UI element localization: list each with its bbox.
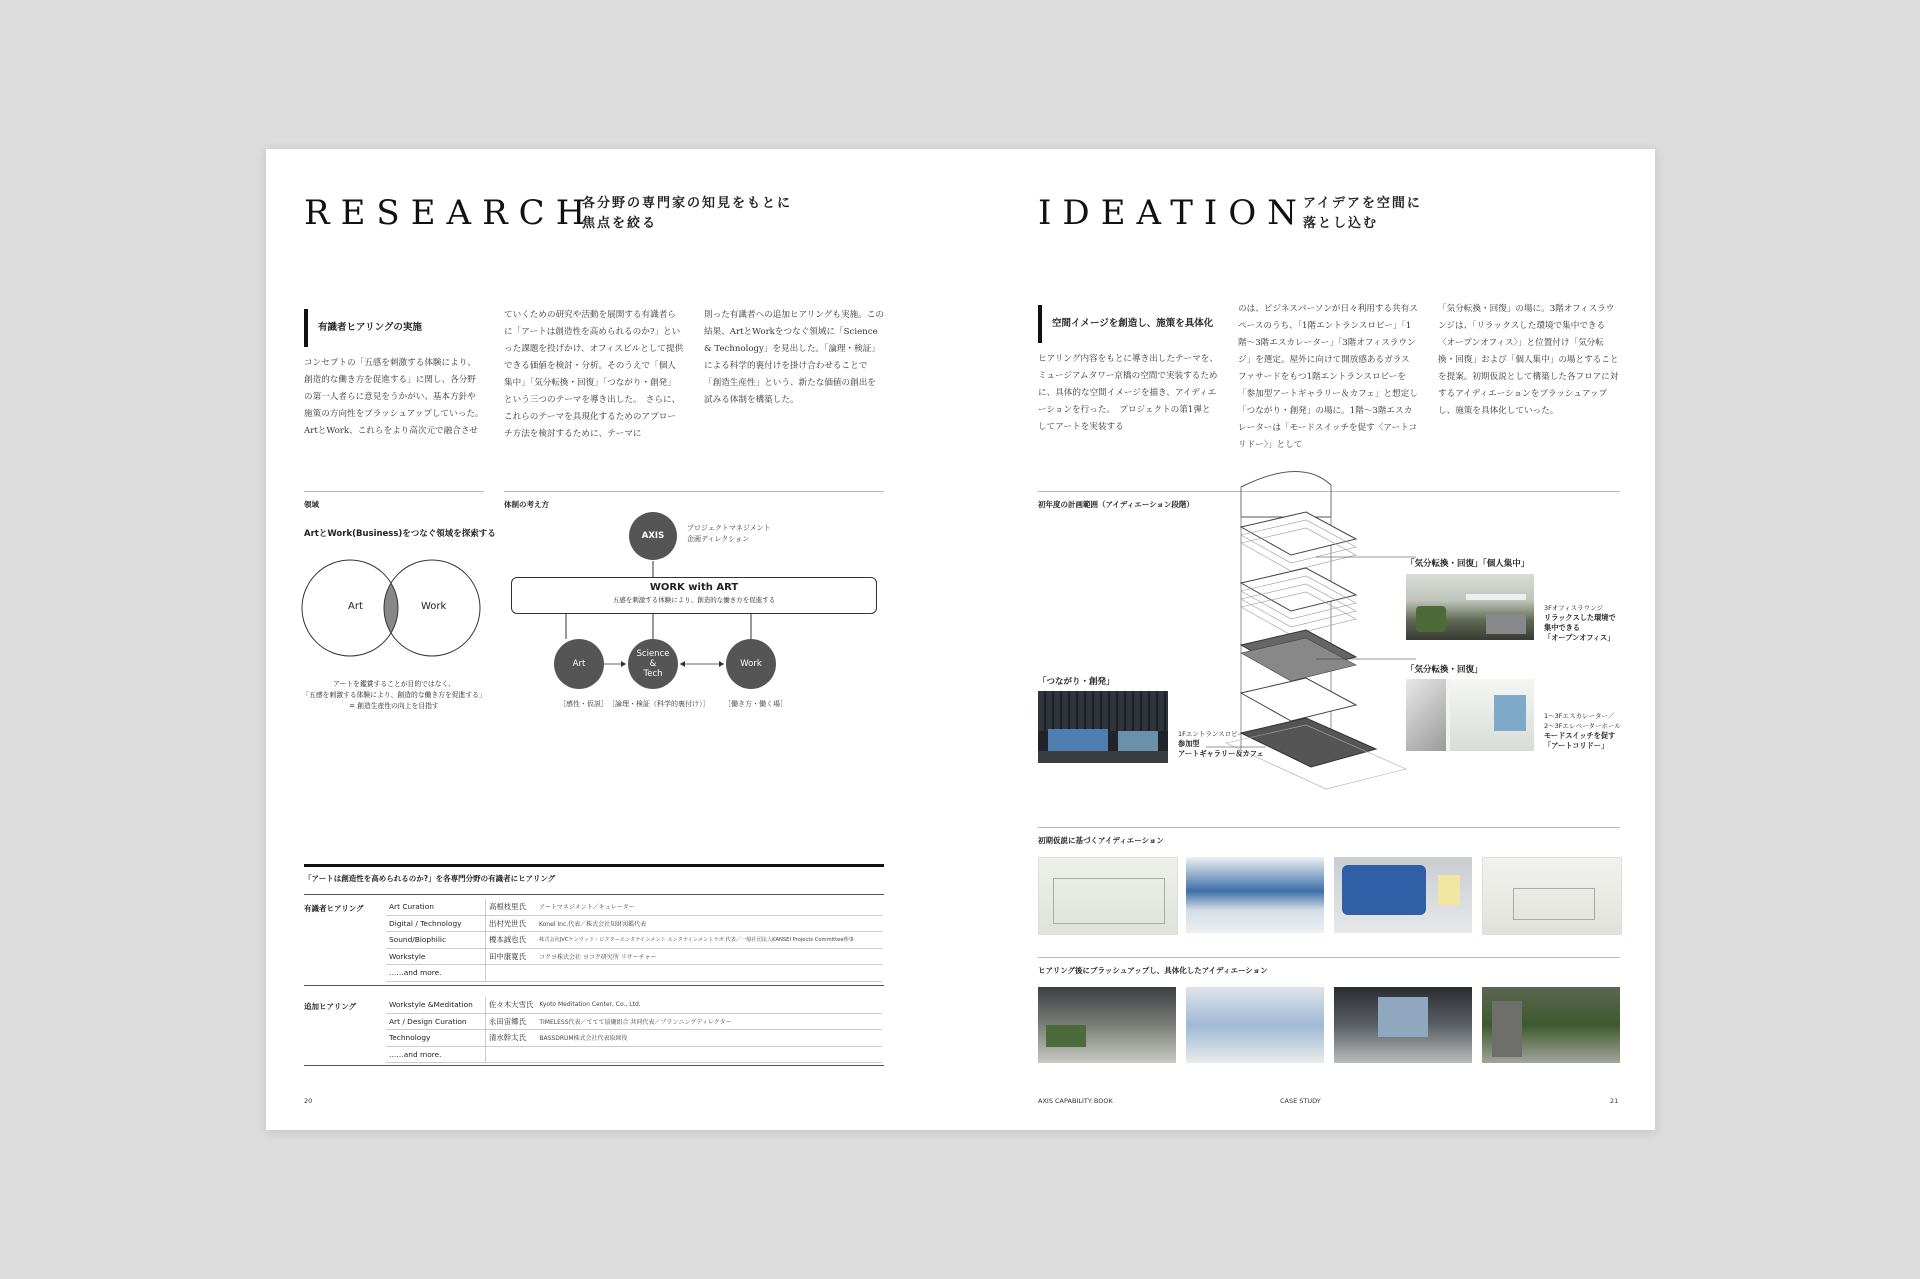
table-row <box>386 1046 882 1063</box>
ideation-subtitle-line2: 落とし込む <box>1303 216 1379 231</box>
research-subtitle <box>582 194 792 234</box>
callout-refresh-line2: 2〜3Fエレベーターホール <box>1544 722 1621 730</box>
entrance-lobby-photo <box>1038 691 1168 763</box>
hearing-table-2 <box>386 997 882 1063</box>
table-row <box>386 915 882 932</box>
venn-diagram <box>302 553 488 663</box>
research-body-col3: 則った有識者への追加ヒアリングも実施。この結果、ArtとWorkをつなぐ領域に「Science & Technology」を見出した。「論理・検証」による科学的裏付けを掛け合わせることで「創造生産性」という、新たな価値の創出を試みる体制を構築した。 <box>704 310 884 405</box>
hearing-org: Kyoto Meditation Center, Co., Ltd. <box>536 997 882 1013</box>
sketch-image-1 <box>1038 857 1178 935</box>
render-image-3 <box>1334 987 1472 1063</box>
callout-connect-line3: アートギャラリー＆カフェ <box>1178 749 1264 758</box>
work-with-art-sub: 五感を刺激する体験により、創造的な働き方を促進する <box>612 596 776 604</box>
hearing-name: 高根枝里氏 <box>486 899 537 915</box>
callout-connect-line1: 1Fエントランスロビー <box>1178 730 1244 738</box>
row1-rule <box>1038 827 1620 828</box>
domain-heading: ArtとWork(Business)をつなぐ領域を探索する <box>304 529 496 539</box>
art-corridor-photo <box>1406 679 1534 751</box>
callout-refresh-text <box>1544 711 1621 751</box>
open-office-photo <box>1406 574 1534 640</box>
axis-note-line2: 企画ディレクション <box>687 535 750 543</box>
hearing-name <box>486 1046 537 1063</box>
science-tech-node: Science & Tech <box>628 639 678 689</box>
structure-label: 体制の考え方 <box>504 500 549 509</box>
table-row <box>386 1013 882 1030</box>
ideation-body-col1: ヒアリング内容をもとに導き出したテーマを、ミュージアムタワー京橋の空間で実装するために、具体的な空間イメージを描き、アイディエーションを行った。 プロジェクトの第1弾としてアートを実装する <box>1038 354 1218 432</box>
ideation-body-col2: のは、ビジネスパーソンが日々利用する共有スペースのうち、「1階エントランスロビー」「1階〜3階エスカレーター」「3階オフィスラウンジ」を選定。屋外に向けて開放感あるガラスファサードをもつ1階エントランスロビーを「参加型アートギャラリー＆カフェ」と想定し「つながり・創発」の場に。1階〜3階エスカレーターは「モードスイッチを促す〈アートコリドー〉」として <box>1238 304 1418 450</box>
callout-focus-title: 「気分転換・回復」「個人集中」 <box>1406 559 1530 569</box>
research-subtitle-line1: 各分野の専門家の知見をもとに <box>582 196 793 211</box>
table-row <box>386 932 882 949</box>
table-row <box>386 997 882 1013</box>
callout-connect-line2: 参加型 <box>1178 739 1200 748</box>
hearing-name: 佐々木大雪氏 <box>486 997 537 1013</box>
hearing-field: Workstyle &Meditation <box>386 997 486 1013</box>
hearing-name: 清水幹太氏 <box>486 1030 537 1047</box>
ideation-subtitle <box>1303 194 1422 234</box>
venn-label-work: Work <box>421 601 447 612</box>
work-node: Work <box>726 639 776 689</box>
structure-rule <box>504 491 884 492</box>
footer-book-title: AXIS CAPABILITY BOOK <box>1038 1097 1113 1105</box>
callout-refresh-line1: 1〜3Fエスカレーター／ <box>1544 712 1615 720</box>
hearing-field: Art / Design Curation <box>386 1013 486 1030</box>
magazine-spread <box>266 149 1655 1130</box>
research-body-col1: コンセプトの「五感を刺激する体験により、創造的な働き方を促進する」に関し、各分野の第一人者らに意見をうかがい、基本方針や施策の方向性をブラッシュアップしていった。 ArtとWork、これらをより高次元で融合させ <box>304 358 488 436</box>
callout-connect-text <box>1178 729 1264 759</box>
venn-note-line1: アートを鑑賞することが目的ではなく、 <box>332 680 455 688</box>
sketch-image-4 <box>1482 857 1622 935</box>
domain-rule <box>304 491 484 492</box>
table-row <box>386 1030 882 1047</box>
hearing-rule-3 <box>304 985 884 986</box>
callout-refresh-title: 「気分転換・回復」 <box>1406 665 1483 675</box>
ideation-section-head: 空間イメージを創造し、施策を具体化 <box>1038 305 1213 343</box>
venn-note-line2: 「五感を刺激する体験により、創造的な働き方を促進する」 <box>302 691 486 699</box>
left-page-number: 20 <box>304 1097 313 1105</box>
art-node: Art <box>554 639 604 689</box>
callout-connect-title: 「つながり・創発」 <box>1038 677 1115 687</box>
work-with-art-title: WORK with ART <box>649 582 739 593</box>
hearing-field: Workstyle <box>386 948 486 965</box>
render-image-1 <box>1038 987 1176 1063</box>
work-with-art-box <box>511 577 877 614</box>
hearing-org: TIMELESS代表／ててて協働組合 共同代表／プランニングディレクター <box>536 1013 882 1030</box>
hearing-field: Technology <box>386 1030 486 1047</box>
hearing-table-1 <box>386 899 882 982</box>
callout-focus-text <box>1544 603 1616 643</box>
hearing-org <box>536 965 882 982</box>
hearing-org: アートマネジメント／キュレーター <box>536 899 882 915</box>
hearing-name: 田中康寛氏 <box>486 948 537 965</box>
footer-case-study: CASE STUDY <box>1280 1097 1321 1105</box>
art-node-note: ［感性・仮説］ <box>559 700 608 708</box>
venn-note <box>296 679 492 712</box>
hearing-group1-label: 有識者ヒアリング <box>304 904 364 913</box>
right-page-number: 21 <box>1610 1097 1619 1105</box>
science-node-note: ［論理・検証（科学的裏付け）］ <box>608 700 710 708</box>
hearing-field: Digital / Technology <box>386 915 486 932</box>
row2-label: ヒアリング後にブラッシュアップし、具体化したアイディエーション <box>1038 966 1268 975</box>
hearing-org: BASSDRUM株式会社代表取締役 <box>536 1030 882 1047</box>
venn-note-line3: = 創造生産性の向上を目指す <box>349 702 439 710</box>
callout-refresh-line3: モードスイッチを促す <box>1544 731 1616 740</box>
work-node-note: ［働き方・働く場］ <box>724 700 787 708</box>
hearing-rule-2 <box>304 894 884 895</box>
callout-focus-line2: リラックスした環境で <box>1544 613 1616 622</box>
hearing-org: 株式会社JVCケンウッド・ビクターエンタテインメント エンタテインメントラボ 代表／一般社団法人KANSEI Projects Committee理事 <box>536 932 882 949</box>
table-row <box>386 965 882 982</box>
callout-refresh-line4: 「アートコリドー」 <box>1544 741 1609 750</box>
row1-label: 初期仮説に基づくアイディエーション <box>1038 836 1164 845</box>
row2-rule <box>1038 957 1620 958</box>
callout-focus-line4: 「オープンオフィス」 <box>1544 633 1615 642</box>
hearing-name: 出村光世氏 <box>486 915 537 932</box>
callout-focus-line3: 集中できる <box>1544 623 1580 632</box>
hearing-group2-label: 追加ヒアリング <box>304 1002 357 1011</box>
hearing-field: ……and more. <box>386 965 486 982</box>
research-section-head: 有識者ヒアリングの実施 <box>304 309 422 347</box>
research-body-col2: ていくための研究や活動を展開する有識者らに「アートは創造性を高められるのか?」といった課題を投げかけ、オフィスビルとして提供できる価値を検討・分析。そのうえで「個人集中」「気分転換・回復」「つながり・創発」という三つのテーマを導き出した。 さらに、これらのテーマを具現化するためのアプローチ方法を検討するために、テーマに <box>504 310 684 439</box>
axis-node: AXIS <box>629 512 677 560</box>
render-image-2 <box>1186 987 1324 1063</box>
research-title: RESEARCH <box>304 193 597 233</box>
venn-label-art: Art <box>348 601 363 612</box>
callout-focus-line1: 3Fオフィスラウンジ <box>1544 604 1603 612</box>
research-subtitle-line2: 焦点を絞る <box>582 216 658 231</box>
sketch-image-2 <box>1186 857 1324 933</box>
ideation-body-col3: 「気分転換・回復」の場に。3階オフィスラウンジは、「リラックスした環境で集中できる〈オープンオフィス〉」と位置付け「気分転換・回復」および「個人集中」の場とすることを提案。初期仮説として構築した各フロアに対するアイディエーションをブラッシュアップし、施策を具体化していった。 <box>1438 304 1619 416</box>
plan-label: 初年度の計画範囲（アイディエーション段階） <box>1038 500 1194 509</box>
table-row <box>386 948 882 965</box>
hearing-name: 永田宙郷氏 <box>486 1013 537 1030</box>
hearing-name <box>486 965 537 982</box>
hearing-heading: 「アートは創造性を高められるのか?」を各専門分野の有識者にヒアリング <box>304 874 556 883</box>
axis-note <box>687 523 771 545</box>
hearing-org: Konel Inc.代表／株式会社知財図鑑代表 <box>536 915 882 932</box>
domain-label: 領域 <box>304 500 319 509</box>
hearing-rule-4 <box>304 1065 884 1066</box>
hearing-field: ……and more. <box>386 1046 486 1063</box>
hearing-name: 榎本誠也氏 <box>486 932 537 949</box>
hearing-field: Art Curation <box>386 899 486 915</box>
ideation-subtitle-line1: アイデアを空間に <box>1303 196 1422 211</box>
hearing-rule <box>304 864 884 867</box>
sketch-image-3 <box>1334 857 1472 933</box>
axis-note-line1: プロジェクトマネジメント <box>687 524 771 532</box>
hearing-org <box>536 1046 882 1063</box>
render-image-4 <box>1482 987 1620 1063</box>
hearing-org: コクヨ株式会社 ヨコク研究所 リサーチャー <box>536 948 882 965</box>
hearing-field: Sound/Biophilic <box>386 932 486 949</box>
table-row <box>386 899 882 915</box>
ideation-title: IDEATION <box>1038 193 1308 233</box>
